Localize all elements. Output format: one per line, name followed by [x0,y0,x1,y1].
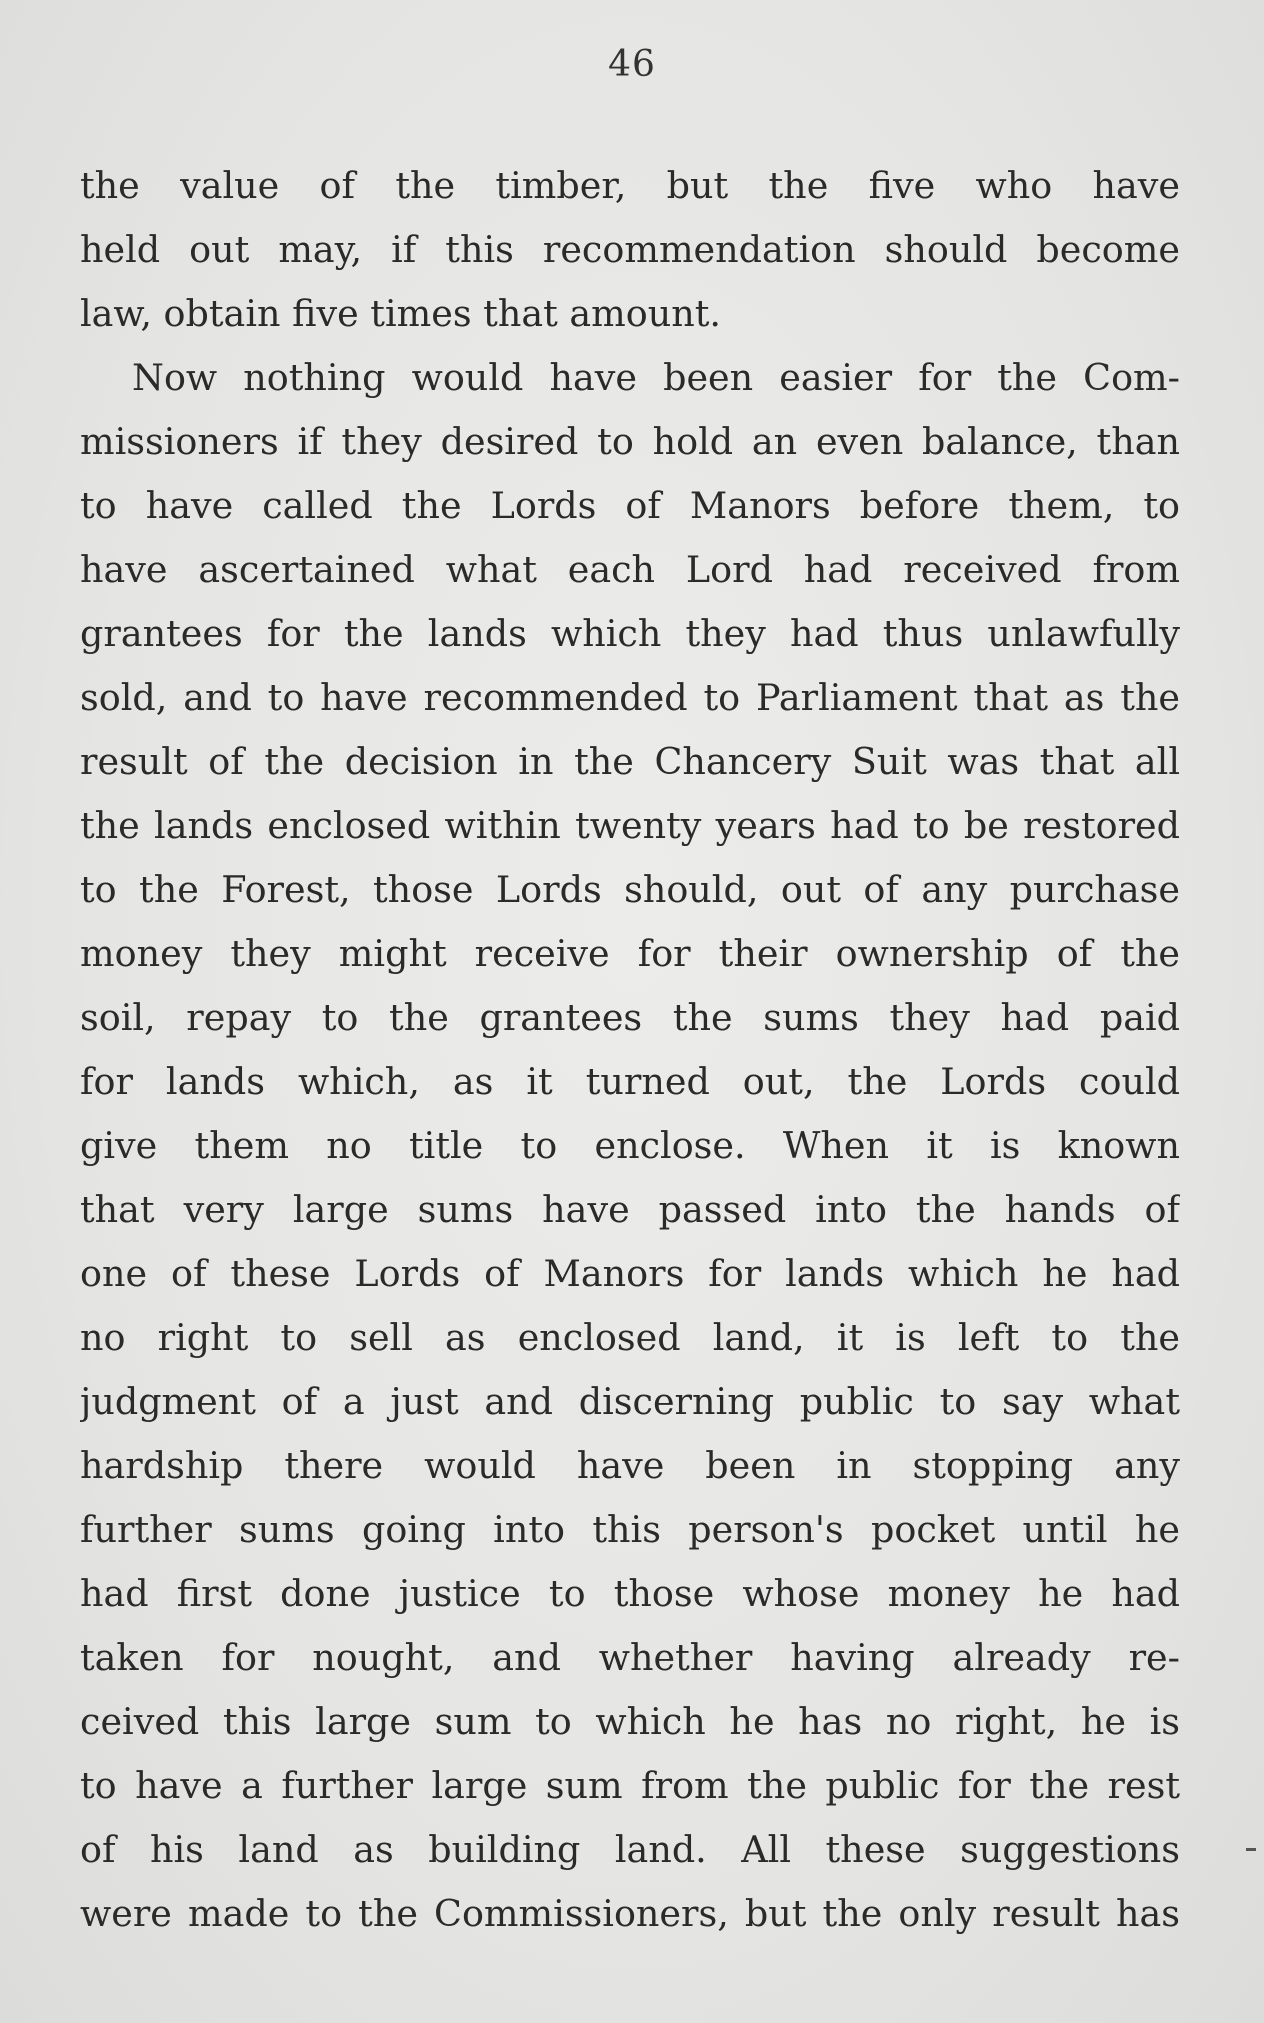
text-line: to have called the Lords of Manors before them, to [80,484,1180,527]
text-line: judgment of a just and discerning public to say what [80,1380,1180,1423]
paragraph-start-line: Now nothing would have been easier for the Com- [132,356,1180,399]
text-line: soil, repay to the grantees the sums they had paid [80,996,1180,1039]
text-line: of his land as building land. All these suggestions [80,1828,1180,1871]
text-line: have ascertained what each Lord had received from [80,548,1180,591]
text-line: were made to the Commissioners, but the only result has [80,1892,1180,1935]
text-line: grantees for the lands which they had thus unlawfully [80,612,1180,655]
text-line: sold, and to have recommended to Parliament that as the [80,676,1180,719]
text-line: hardship there would have been in stopping any [80,1444,1180,1487]
text-line: ceived this large sum to which he has no right, he is [80,1700,1180,1743]
text-line: give them no title to enclose. When it is known [80,1124,1180,1167]
text-line: law, obtain five times that amount. [80,292,721,335]
body-text [80,154,1180,1946]
text-line: for lands which, as it turned out, the Lords could [80,1060,1180,1103]
margin-mark [1246,1848,1256,1851]
text-line: money they might receive for their ownership of the [80,932,1180,975]
text-line: to have a further large sum from the public for the rest [80,1764,1180,1807]
text-line: the value of the timber, but the five who have [80,164,1180,207]
text-line: no right to sell as enclosed land, it is left to the [80,1316,1180,1359]
text-line: missioners if they desired to hold an even balance, than [80,420,1180,463]
text-line: one of these Lords of Manors for lands which he had [80,1252,1180,1295]
text-line: that very large sums have passed into the hands of [80,1188,1180,1231]
text-line: result of the decision in the Chancery Suit was that all [80,740,1180,783]
text-line: the lands enclosed within twenty years had to be restored [80,804,1180,847]
text-line: held out may, if this recommendation should become [80,228,1180,271]
text-line: to the Forest, those Lords should, out of any purchase [80,868,1180,911]
page-number: 46 [608,44,656,85]
text-line: further sums going into this person's pocket until he [80,1508,1180,1551]
text-line: taken for nought, and whether having already re- [80,1636,1180,1679]
text-line: had first done justice to those whose money he had [80,1572,1180,1615]
